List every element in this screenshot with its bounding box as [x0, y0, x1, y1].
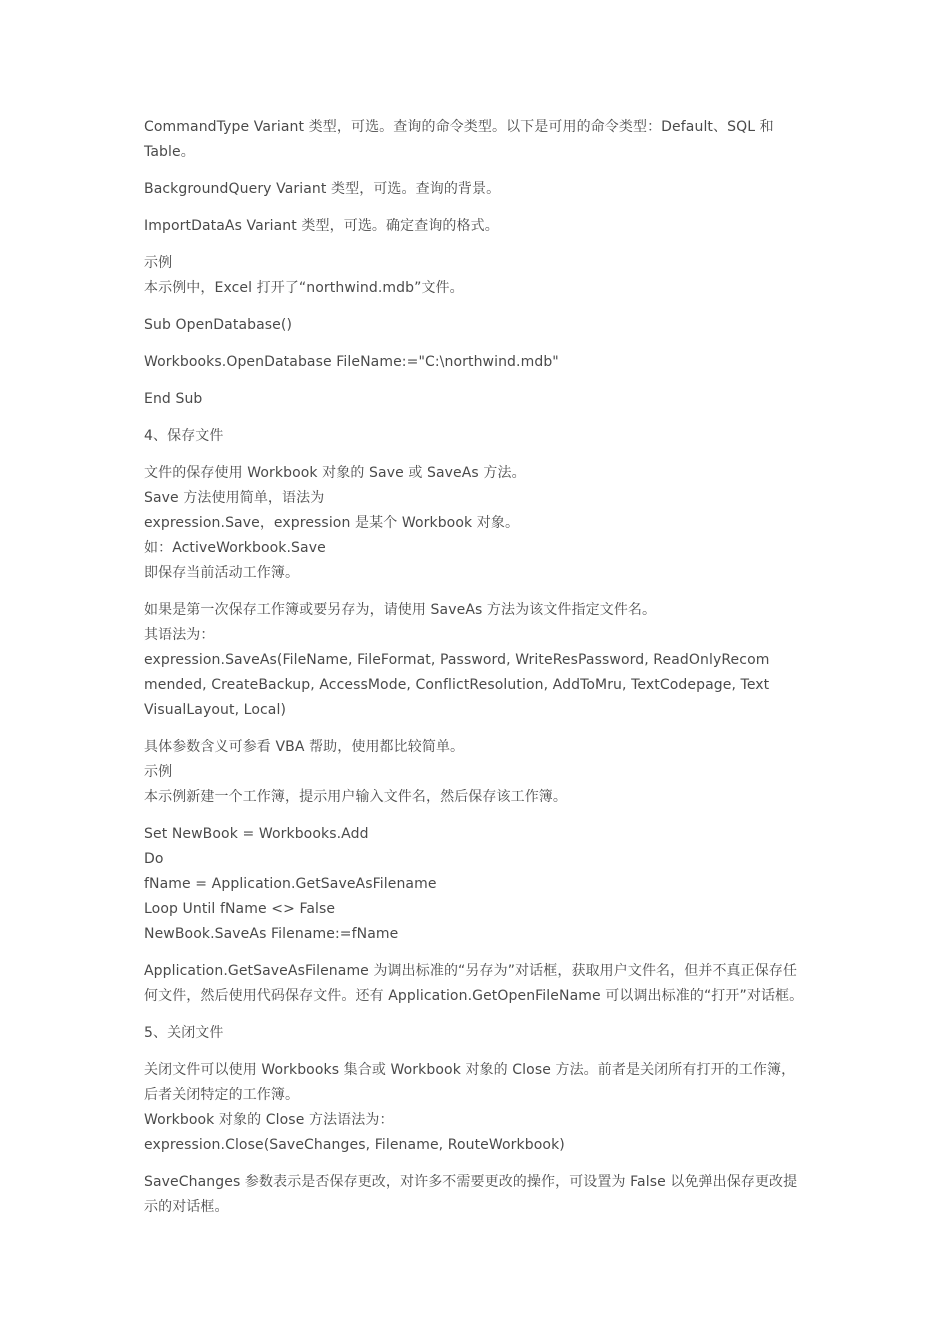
text-line: 本示例中，Excel 打开了“northwind.mdb”文件。 — [144, 280, 464, 296]
paragraph-saveas-method — [144, 598, 809, 723]
paragraph-close-method — [144, 1058, 809, 1158]
code-block-saveas — [144, 822, 809, 947]
text-line: BackgroundQuery Variant 类型，可选。查询的背景。 — [144, 181, 501, 197]
text-line: 本示例新建一个工作簿，提示用户输入文件名，然后保存该工作簿。 — [144, 789, 567, 805]
text-line: Workbook 对象的 Close 方法语法为： — [144, 1112, 394, 1128]
text-line: expression.Save，expression 是某个 Workbook 对象。 — [144, 515, 520, 531]
text-line: 文件的保存使用 Workbook 对象的 Save 或 SaveAs 方法。 — [144, 465, 526, 481]
code-line: Sub OpenDatabase() — [144, 317, 293, 333]
code-line: Set NewBook = Workbooks.Add — [144, 826, 369, 842]
code-line: Do — [144, 851, 164, 867]
code-line: NewBook.SaveAs Filename:=fName — [144, 926, 399, 942]
section-heading-close-file — [144, 1021, 809, 1046]
text-line: 即保存当前活动工作簿。 — [144, 565, 300, 581]
code-line: Loop Until fName <> False — [144, 901, 336, 917]
text-line: Application.GetSaveAsFilename 为调出标准的“另存为”对话框，获取用户文件名，但并不真正保存任 — [144, 963, 798, 979]
paragraph-example-saveas — [144, 735, 809, 810]
code-line: fName = Application.GetSaveAsFilename — [144, 876, 437, 892]
text-line: expression.Close(SaveChanges, Filename, RouteWorkbook) — [144, 1137, 565, 1153]
text-line: 后者关闭特定的工作簿。 — [144, 1087, 300, 1103]
code-workbooks-opendatabase — [144, 350, 809, 375]
text-line: expression.SaveAs(FileName, FileFormat, Password, WriteResPassword, ReadOnlyRecom — [144, 652, 770, 668]
paragraph-commandtype — [144, 115, 809, 165]
paragraph-importdataas — [144, 214, 809, 239]
text-line: 其语法为： — [144, 627, 215, 643]
text-line: ImportDataAs Variant 类型，可选。确定查询的格式。 — [144, 218, 499, 234]
code-sub-opendatabase — [144, 313, 809, 338]
code-end-sub — [144, 387, 809, 412]
text-line: Table。 — [144, 144, 195, 160]
code-line: End Sub — [144, 391, 203, 407]
paragraph-savechanges — [144, 1170, 809, 1220]
paragraph-example-opendatabase — [144, 251, 809, 301]
section-heading: 4、保存文件 — [144, 428, 224, 444]
document-page — [144, 115, 809, 1220]
paragraph-backgroundquery — [144, 177, 809, 202]
text-line: 具体参数含义可参看 VBA 帮助，使用都比较简单。 — [144, 739, 465, 755]
text-line: 如：ActiveWorkbook.Save — [144, 540, 326, 556]
example-heading: 示例 — [144, 255, 173, 271]
example-heading: 示例 — [144, 764, 173, 780]
text-line: CommandType Variant 类型，可选。查询的命令类型。以下是可用的命令类型：Default、SQL 和 — [144, 119, 774, 135]
text-line: 示的对话框。 — [144, 1199, 229, 1215]
section-heading-save-file — [144, 424, 809, 449]
text-line: SaveChanges 参数表示是否保存更改，对许多不需要更改的操作，可设置为 False 以免弹出保存更改提 — [144, 1174, 798, 1190]
code-line: Workbooks.OpenDatabase FileName:="C:\northwind.mdb" — [144, 354, 559, 370]
text-line: Save 方法使用简单，语法为 — [144, 490, 325, 506]
text-line: 如果是第一次保存工作簿或要另存为，请使用 SaveAs 方法为该文件指定文件名。 — [144, 602, 657, 618]
paragraph-save-method — [144, 461, 809, 586]
text-line: 关闭文件可以使用 Workbooks 集合或 Workbook 对象的 Close 方法。前者是关闭所有打开的工作簿， — [144, 1062, 796, 1078]
paragraph-getsaveasfilename — [144, 959, 809, 1009]
section-heading: 5、关闭文件 — [144, 1025, 224, 1041]
text-line: mended, CreateBackup, AccessMode, ConflictResolution, AddToMru, TextCodepage, Text — [144, 677, 770, 693]
text-line: VisualLayout, Local) — [144, 702, 287, 718]
text-line: 何文件，然后使用代码保存文件。还有 Application.GetOpenFileName 可以调出标准的“打开”对话框。 — [144, 988, 804, 1004]
